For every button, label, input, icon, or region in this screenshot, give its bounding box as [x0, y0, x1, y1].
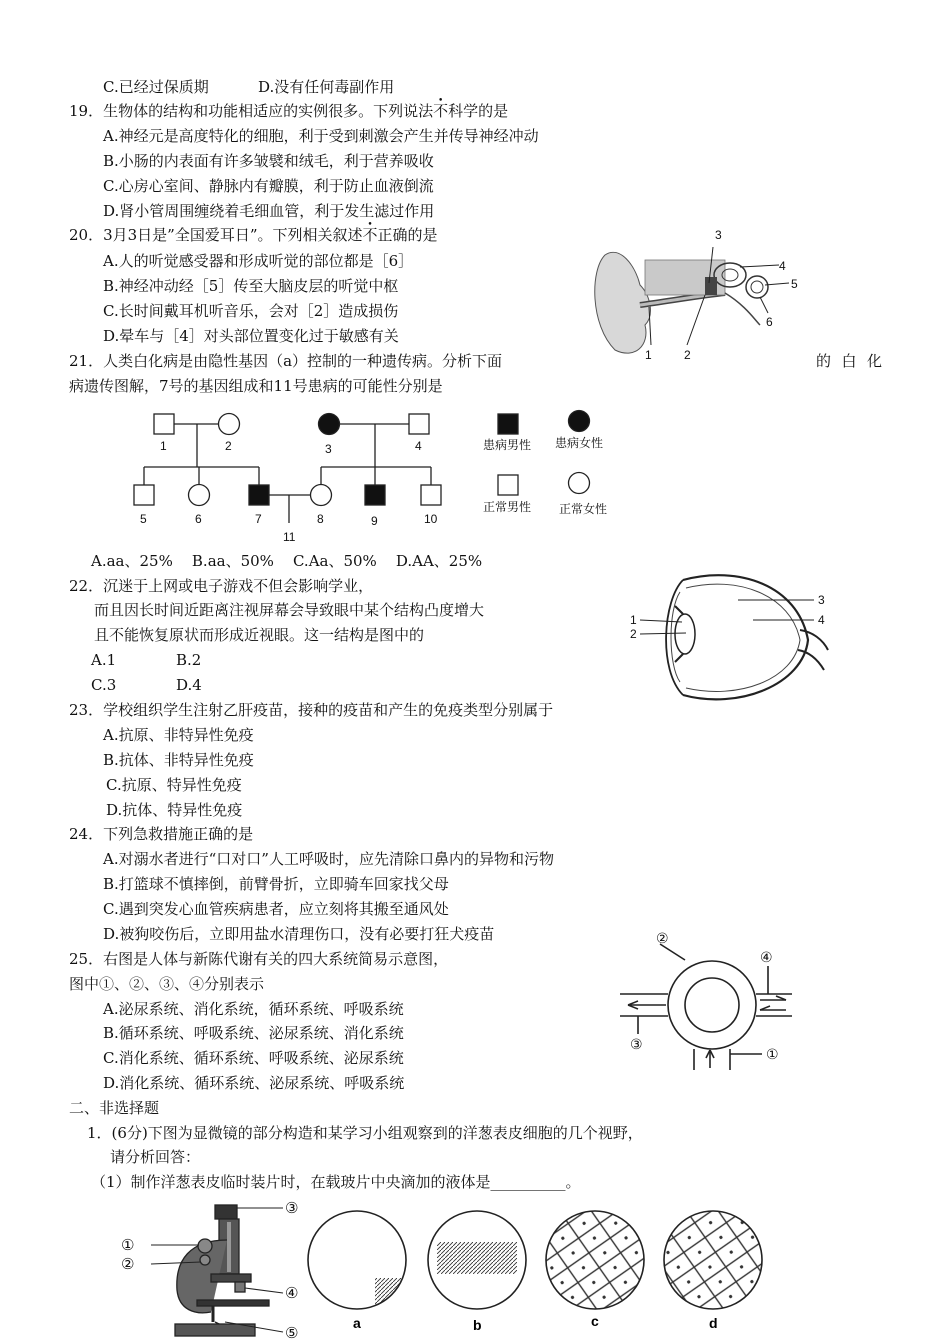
- q22-option-b: B.2: [176, 651, 202, 669]
- microscope-label-3: ③: [285, 1199, 299, 1217]
- view-label-c: c: [591, 1313, 599, 1329]
- pedigree-num-6: 6: [195, 512, 202, 526]
- q20-option-b: B.神经冲动经［5］传至大脑皮层的听觉中枢: [103, 277, 399, 295]
- view-a-circle: [308, 1211, 406, 1309]
- system-label-2: ②: [656, 931, 669, 947]
- q24-stem: 24．下列急救措施正确的是: [69, 825, 254, 843]
- ear-label-5: 5: [791, 277, 798, 291]
- q22-option-a: A.1: [91, 651, 117, 669]
- pedigree-num-4: 4: [415, 439, 422, 453]
- q25-option-d: D.消化系统、循环系统、泌尿系统、呼吸系统: [103, 1074, 405, 1092]
- legend-normal-male: 正常男性: [483, 500, 532, 514]
- pedigree-num-8: 8: [317, 512, 324, 526]
- eye-label-3: 3: [818, 593, 825, 607]
- system-label-1: ①: [766, 1047, 779, 1063]
- q18-option-c: C.已经过保质期: [103, 78, 209, 96]
- emphasis-dot: 不: [362, 226, 378, 244]
- eye-label-1: 1: [630, 613, 637, 627]
- q24-option-d: D.被狗咬伤后，立即用盐水清理伤口，没有必要打狂犬疫苗: [103, 925, 495, 943]
- s2-q1-stem-2: 请分析回答：: [110, 1148, 201, 1166]
- microscope-label-1: ①: [121, 1236, 135, 1254]
- legend-affected-male: 患病男性: [483, 438, 532, 452]
- pedigree-chart: [125, 405, 625, 550]
- q25-option-b: B.循环系统、呼吸系统、泌尿系统、消化系统: [103, 1024, 404, 1042]
- q23-option-d: D.抗体、特异性免疫: [106, 801, 243, 819]
- microscope-label-2: ②: [121, 1255, 135, 1273]
- microscope-label-5: ⑤: [285, 1324, 299, 1342]
- legend-normal-male-symbol: [498, 475, 518, 495]
- q23-option-b: B.抗体、非特异性免疫: [103, 751, 254, 769]
- s2-q1-stem: 1．(6分)下图为显微镜的部分构造和某学习小组观察到的洋葱表皮细胞的几个视野，: [87, 1124, 643, 1142]
- metabolism-systems-diagram: [610, 930, 810, 1080]
- legend-affected-male-symbol: [498, 414, 518, 434]
- q19-option-d: D.肾小管周围缠绕着毛细血管，利于发生滤过作用: [103, 202, 435, 220]
- pedigree-num-2: 2: [225, 439, 232, 453]
- q25-option-a: A.泌尿系统、消化系统，循环系统、呼吸系统: [103, 1000, 404, 1018]
- ear-label-4: 4: [779, 259, 786, 273]
- q20-option-c: C.长时间戴耳机听音乐，会对［2］造成损伤: [103, 302, 399, 320]
- microscope-diagram: [115, 1200, 310, 1340]
- q21-stem-2: 病遗传图解，7号的基因组成和11号患病的可能性分别是: [69, 377, 443, 395]
- ear-diagram: [585, 225, 815, 365]
- q21-stem: 21．人类白化病是由隐性基因（a）控制的一种遗传病。分析下面: [69, 352, 503, 370]
- q23-option-a: A.抗原、非特异性免疫: [103, 726, 254, 744]
- view-label-b: b: [473, 1317, 482, 1333]
- view-label-d: d: [709, 1315, 718, 1331]
- q22-stem-2: 而且因长时间近距离注视屏幕会导致眼中某个结构凸度增大: [94, 601, 485, 619]
- q20-option-a: A.人的听觉感受器和形成听觉的部位都是［6］: [103, 252, 414, 270]
- pedigree-num-10: 10: [424, 512, 438, 526]
- pedigree-num-9: 9: [371, 514, 378, 528]
- emphasis-dot: 不: [433, 102, 449, 120]
- pedigree-num-3: 3: [325, 442, 332, 456]
- ear-label-1: 1: [645, 348, 652, 362]
- q25-option-c: C.消化系统、循环系统、呼吸系统、泌尿系统: [103, 1049, 404, 1067]
- system-label-3: ③: [630, 1037, 643, 1053]
- q18-option-d: D.没有任何毒副作用: [258, 78, 395, 96]
- q20-option-d: D.晕车与［4］对头部位置变化过于敏感有关: [103, 327, 399, 345]
- legend-normal-female: 正常女性: [559, 502, 608, 516]
- ear-label-6: 6: [766, 315, 773, 329]
- q19-option-b: B.小肠的内表面有许多皱襞和绒毛，利于营养吸收: [103, 152, 434, 170]
- legend-affected-female: 患病女性: [555, 436, 604, 450]
- s2-q1-sub1: （1）制作洋葱表皮临时装片时，在载玻片中央滴加的液体是__________。: [91, 1173, 581, 1191]
- q21-stem-tail: 的白化: [816, 352, 882, 370]
- pedigree-num-11: 11: [283, 530, 296, 544]
- q22-stem-1: 22．沉迷于上网或电子游戏不但会影响学业，: [69, 577, 374, 595]
- legend-affected-female-symbol: [569, 411, 590, 432]
- pedigree-num-1: 1: [160, 439, 167, 453]
- q23-stem: 23．学校组织学生注射乙肝疫苗，接种的疫苗和产生的免疫类型分别属于: [69, 701, 554, 719]
- q24-option-c: C.遇到突发心血管疾病患者，应立刻将其搬至通风处: [103, 900, 449, 918]
- ear-label-3: 3: [715, 228, 722, 242]
- microscope-views: [305, 1210, 765, 1335]
- q22-stem-3: 且不能恢复原状而形成近视眼。这一结构是图中的: [94, 626, 425, 644]
- eye-label-2: 2: [630, 627, 637, 641]
- q24-option-a: A.对溺水者进行“口对口”人工呼吸时，应先清除口鼻内的异物和污物: [103, 850, 554, 868]
- microscope-label-4: ④: [285, 1284, 299, 1302]
- q19-stem: 19．生物体的结构和功能相适应的实例很多。下列说法不科学的是: [69, 102, 509, 120]
- legend-normal-female-symbol: [569, 473, 590, 494]
- q23-option-c: C.抗原、特异性免疫: [106, 776, 242, 794]
- system-label-4: ④: [760, 950, 773, 966]
- q19-option-a: A.神经元是高度特化的细胞，利于受到刺激会产生并传导神经冲动: [103, 127, 539, 145]
- view-label-a: a: [353, 1315, 361, 1331]
- section-title: 二、非选择题: [69, 1099, 160, 1117]
- q20-stem: 20．3月3日是”全国爱耳日”。下列相关叙述不正确的是: [69, 226, 438, 244]
- pedigree-num-5: 5: [140, 512, 147, 526]
- q25-stem: 25．右图是人体与新陈代谢有关的四大系统简易示意图，: [69, 950, 449, 968]
- q24-option-b: B.打篮球不慎摔倒，前臂骨折，立即骑车回家找父母: [103, 875, 449, 893]
- eye-label-4: 4: [818, 613, 825, 627]
- q21-options: A.aa、25% B.aa、50% C.Aa、50% D.AA、25%: [91, 552, 483, 570]
- eye-diagram: [628, 570, 833, 710]
- q22-option-d: D.4: [176, 676, 202, 694]
- q25-stem-2: 图中①、②、③、④分别表示: [69, 975, 265, 993]
- q22-option-c: C.3: [91, 676, 117, 694]
- q19-option-c: C.心房心室间、静脉内有瓣膜，利于防止血液倒流: [103, 177, 434, 195]
- pedigree-num-7: 7: [255, 512, 262, 526]
- ear-label-2: 2: [684, 348, 691, 362]
